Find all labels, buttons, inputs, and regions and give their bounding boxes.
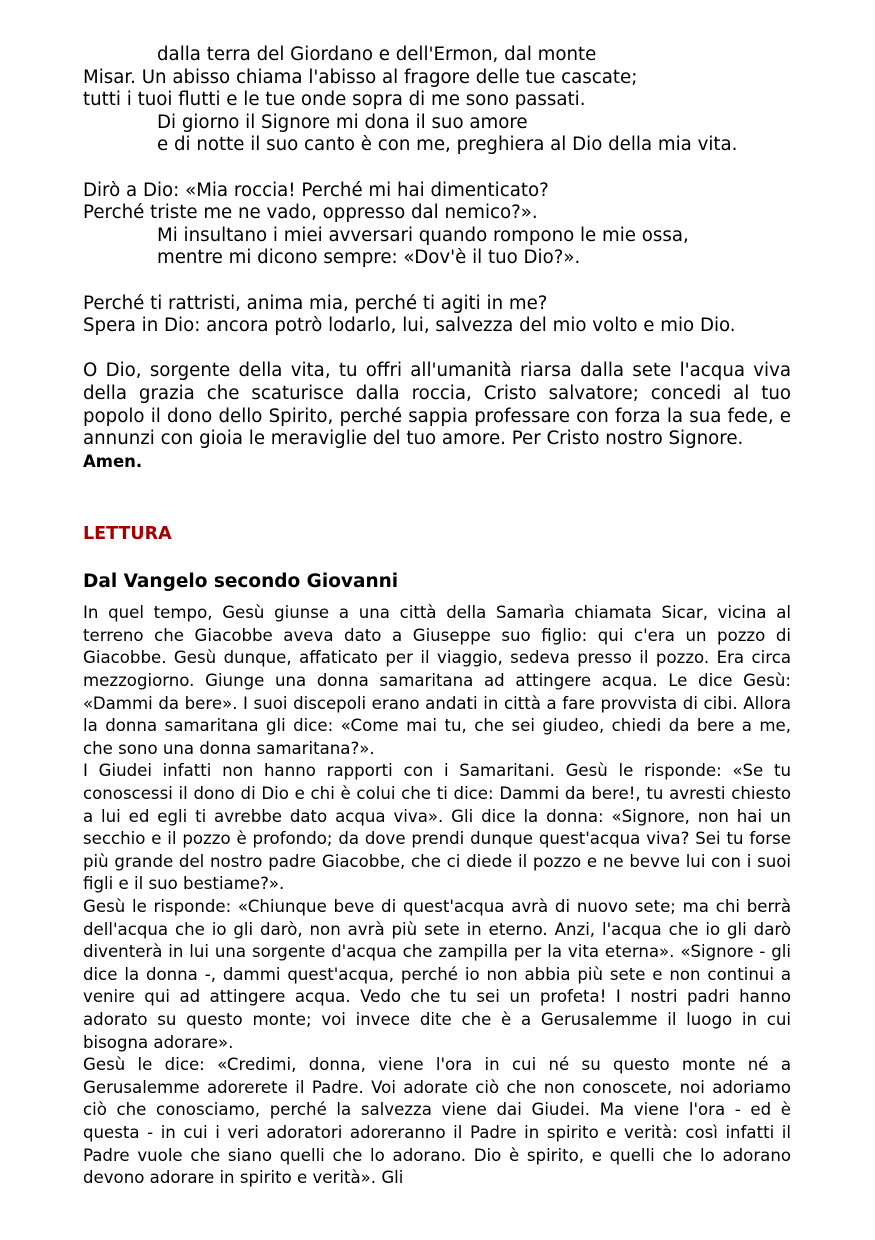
reading-title: Dal Vangelo secondo Giovanni — [83, 571, 399, 593]
psalm-line: e di notte il suo canto è con me, preghiera al Dio della mia vita. — [157, 134, 738, 156]
psalm-text — [83, 44, 793, 338]
psalm-line: Perché triste me ne vado, oppresso dal nemico?». — [83, 202, 538, 224]
psalm-line: dalla terra del Giordano e dell'Ermon, dal monte — [157, 44, 597, 65]
section-title: LETTURA — [83, 524, 172, 545]
psalm-stanza-2 — [83, 180, 793, 270]
psalm-line: Spera in Dio: ancora potrò lodarlo, lui, salvezza del mio volto e mio Dio. — [83, 315, 736, 337]
psalm-line: mentre mi dicono sempre: «Dov'è il tuo Dio?». — [157, 247, 581, 269]
reading-body — [83, 602, 791, 1189]
psalm-stanza-1 — [83, 44, 793, 157]
closing-prayer: O Dio, sorgente della vita, tu offri all'umanità riarsa dalla sete l'acqua viva della grazia che scaturisce dalla roccia, Cristo salvatore; concedi al tuo popolo il dono dello Spirito, perché sappia professare con forza la sua fede, e annunzi con gioia le meraviglie del tuo amore. Per Cristo nostro Signore. — [83, 360, 791, 450]
psalm-stanza-3 — [83, 293, 793, 338]
reading-paragraph: I Giudei infatti non hanno rapporti con i Samaritani. Gesù le risponde: «Se tu conoscessi il dono di Dio e chi è colui che ti dice: Dammi da bere!, tu avresti chiesto a lui ed egli ti avrebbe dato acqua viva». Gli dice la donna: «Signore, non hai un secchio e il pozzo è profondo; da dove prendi dunque quest'acqua viva? Sei tu forse più grande del nostro padre Giacobbe, che ci diede il pozzo e ne bevve lui con i suoi figli e il suo bestiame?». — [83, 761, 791, 894]
psalm-line: Perché ti rattristi, anima mia, perché ti agiti in me? — [83, 292, 548, 314]
psalm-line: Misar. Un abisso chiama l'abisso al fragore delle tue cascate; — [83, 66, 638, 88]
reading-paragraph: Gesù le risponde: «Chiunque beve di quest'acqua avrà di nuovo sete; ma chi berrà dell'acqua che io gli darò, non avrà più sete in eterno. Anzi, l'acqua che io gli darò diventerà in lui una sorgente d'acqua che zampilla per la vita eterna». «Signore - gli dice la donna -, dammi quest'acqua, perché io non abbia più sete e non continui a venire qui ad attingere acqua. Vedo che tu sei un profeta! I nostri padri hanno adorato su questo monte; voi invece dite che è a Gerusalemme il luogo in cui bisogna adorare». — [83, 897, 791, 1052]
reading-paragraph: In quel tempo, Gesù giunse a una città della Samarìa chiamata Sicar, vicina al terreno che Giacobbe aveva dato a Giuseppe suo figlio: qui c'era un pozzo di Giacobbe. Gesù dunque, affaticato per il viaggio, sedeva presso il pozzo. Era circa mezzogiorno. Giunge una donna samaritana ad attingere acqua. Le dice Gesù: «Dammi da bere». I suoi discepoli erano andati in città a fare provvista di cibi. Allora la donna samaritana gli dice: «Come mai tu, che sei giudeo, chiedi da bere a me, che sono una donna samaritana?». — [83, 603, 791, 758]
psalm-line: tutti i tuoi flutti e le tue onde sopra di me sono passati. — [83, 89, 586, 111]
amen-text: Amen. — [83, 451, 143, 471]
psalm-line: Mi insultano i miei avversari quando rompono le mie ossa, — [157, 224, 689, 246]
psalm-line: Dirò a Dio: «Mia roccia! Perché mi hai dimenticato? — [83, 179, 549, 201]
psalm-line: Di giorno il Signore mi dona il suo amore — [157, 111, 528, 133]
reading-paragraph: Gesù le dice: «Credimi, donna, viene l'ora in cui né su questo monte né a Gerusalemme adorerete il Padre. Voi adorate ciò che non conoscete, noi adoriamo ciò che conosciamo, perché la salvezza viene dai Giudei. Ma viene l'ora - ed è questa - in cui i veri adoratori adoreranno il Padre in spirito e verità: così infatti il Padre vuole che siano quelli che lo adorano. Dio è spirito, e quelli che lo adorano devono adorare in spirito e verità». Gli — [83, 1055, 791, 1188]
